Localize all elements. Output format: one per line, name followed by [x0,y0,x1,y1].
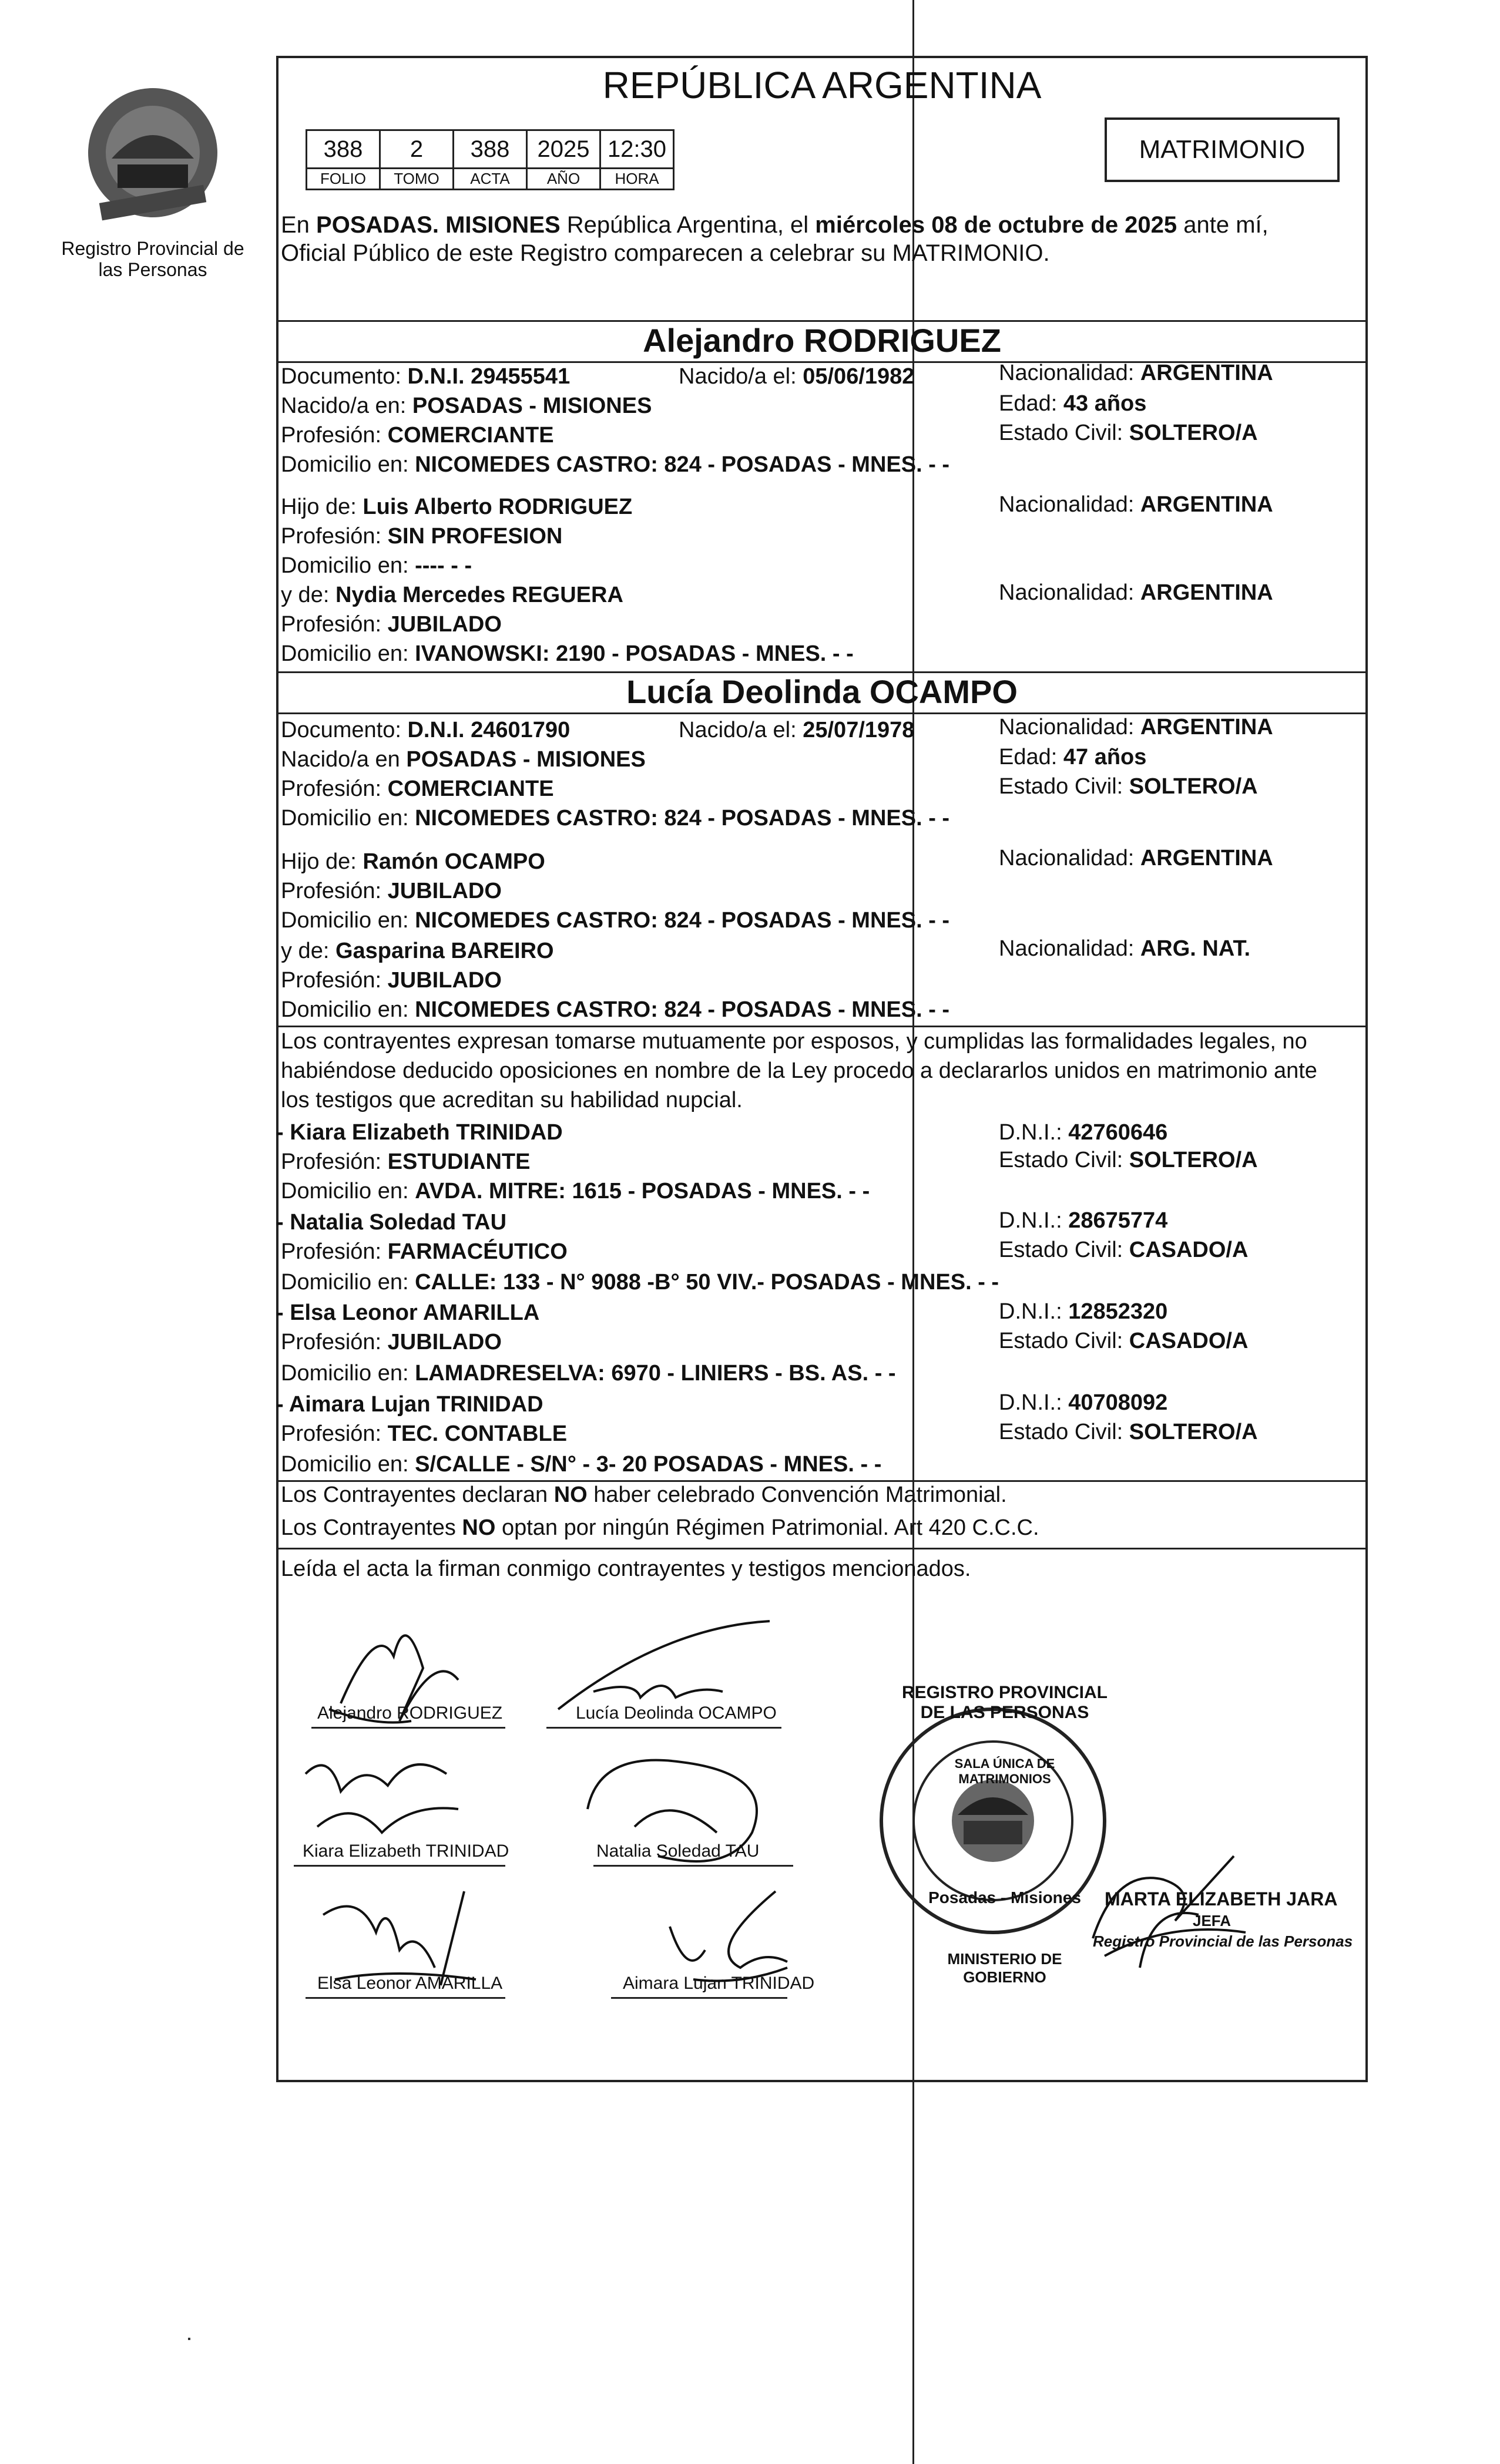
signature-label-lucia: Lucía Deolinda OCAMPO [576,1703,777,1723]
c2-doc: Documento: D.N.I. 24601790 [281,718,571,742]
c1-father-prof: Profesión: SIN PROFESION [281,524,563,549]
c1-civil: Estado Civil: SOLTERO/A [999,421,1258,445]
official-seal-stamp [870,1697,1116,1944]
witness-2-civil: Estado Civil: CASADO/A [999,1238,1249,1262]
c1-nac: Nacionalidad: ARGENTINA [999,361,1273,385]
ano-value: 2025 [527,130,600,169]
witness-4-prof: Profesión: TEC. CONTABLE [281,1421,568,1446]
witness-2-name: - Natalia Soledad TAU [276,1210,507,1235]
declaration-line-2: habiéndose deducido oposiciones en nombre de la Ley procedo a declararlos unidos en matrimonio ante [281,1058,1317,1083]
witness-3-prof: Profesión: JUBILADO [281,1330,502,1354]
signature-label-natalia: Natalia Soledad TAU [596,1841,760,1861]
c2-dom: Domicilio en: NICOMEDES CASTRO: 824 - POSADAS - MNES. - - [281,806,950,831]
c2-mother-nac: Nacionalidad: ARG. NAT. [999,936,1251,961]
acta-value: 388 [454,130,527,169]
signature-line [306,1997,505,1999]
acta-label: ACTA [454,169,527,190]
stamp-bottom-text: MINISTERIO DE GOBIERNO [947,1950,1062,1986]
c1-dom: Domicilio en: NICOMEDES CASTRO: 824 - POSADAS - MNES. - - [281,452,950,477]
divider [276,1548,1368,1549]
declaration-line-3: los testigos que acreditan su habilidad nupcial. [281,1088,743,1112]
official-title: JEFA [1193,1912,1231,1929]
witness-4-name: - Aimara Lujan TRINIDAD [276,1392,543,1417]
hora-label: HORA [600,169,674,190]
folio-value: 388 [307,130,380,169]
intro-line-2: Oficial Público de este Registro comparecen a celebrar su MATRIMONIO. [281,240,1050,266]
convention-line-1: Los Contrayentes declaran NO haber celebrado Convención Matrimonial. [281,1483,1007,1507]
divider [276,1026,1368,1027]
witness-4-dom: Domicilio en: S/CALLE - S/N° - 3- 20 POSADAS - MNES. - - [281,1452,882,1477]
signature-label-aimara: Aimara Lujan TRINIDAD [623,1974,815,1993]
witness-1-dom: Domicilio en: AVDA. MITRE: 1615 - POSADAS - MNES. - - [281,1179,870,1204]
stamp-city: Posadas - Misiones [928,1888,1081,1907]
witness-3-civil: Estado Civil: CASADO/A [999,1329,1249,1353]
c2-father: Hijo de: Ramón OCAMPO [281,849,545,874]
declaration-line-1: Los contrayentes expresan tomarse mutuamente por esposos, y cumplidas las formalidades legales, no [281,1029,1307,1054]
signature-line [593,1865,793,1867]
convention-line-2: Los Contrayentes NO optan por ningún Régimen Patrimonial. Art 420 C.C.C. [281,1515,1039,1540]
c2-born: Nacido/a el: 25/07/1978 [679,718,915,742]
stamp-inner-text: SALA ÚNICA DE MATRIMONIOS [954,1756,1055,1786]
signature-line [311,1727,505,1729]
c1-age: Edad: 43 años [999,391,1147,416]
witness-1-dni: D.N.I.: 42760646 [999,1120,1168,1145]
contrayente-2-name: Lucía Deolinda OCAMPO [626,673,1018,710]
witness-1-prof: Profesión: ESTUDIANTE [281,1149,531,1174]
c1-mother-prof: Profesión: JUBILADO [281,612,502,637]
c2-nac: Nacionalidad: ARGENTINA [999,715,1273,739]
signature-label-alejandro: Alejandro RODRIGUEZ [317,1703,503,1723]
c2-father-nac: Nacionalidad: ARGENTINA [999,846,1273,870]
official-office: Registro Provincial de las Personas [1093,1932,1353,1950]
c1-mother-dom: Domicilio en: IVANOWSKI: 2190 - POSADAS - MNES. - - [281,641,854,666]
intro-line-1: En POSADAS. MISIONES República Argentina, el miércoles 08 de octubre de 2025 ante mí, [281,212,1269,238]
witness-2-dni: D.N.I.: 28675774 [999,1208,1168,1233]
c1-prof: Profesión: COMERCIANTE [281,423,554,448]
witness-2-prof: Profesión: FARMACÉUTICO [281,1239,568,1264]
registry-logo [76,76,229,229]
ano-label: AÑO [527,169,600,190]
logo-caption: Registro Provincial de las Personas [61,238,244,280]
signature-label-kiara: Kiara Elizabeth TRINIDAD [303,1841,509,1861]
signature-line [546,1727,781,1729]
witness-3-dni: D.N.I.: 12852320 [999,1299,1168,1324]
c1-father-nac: Nacionalidad: ARGENTINA [999,492,1273,517]
c2-age: Edad: 47 años [999,745,1147,769]
c1-father-dom: Domicilio en: ---- - - [281,553,472,578]
c1-born: Nacido/a el: 05/06/1982 [679,364,915,389]
witness-3-dom: Domicilio en: LAMADRESELVA: 6970 - LINIERS - BS. AS. - - [281,1361,896,1386]
registry-table [306,129,675,190]
witness-4-civil: Estado Civil: SOLTERO/A [999,1420,1258,1444]
c2-father-dom: Domicilio en: NICOMEDES CASTRO: 824 - POSADAS - MNES. - - [281,908,950,933]
witness-1-civil: Estado Civil: SOLTERO/A [999,1148,1258,1172]
c2-civil: Estado Civil: SOLTERO/A [999,774,1258,799]
tomo-value: 2 [380,130,454,169]
witness-2-dom: Domicilio en: CALLE: 133 - N° 9088 -B° 50 VIV.- POSADAS - MNES. - - [281,1270,999,1295]
contrayente-1-name: Alejandro RODRIGUEZ [643,322,1001,359]
folio-label: FOLIO [307,169,380,190]
c1-doc: Documento: D.N.I. 29455541 [281,364,571,389]
witness-1-name: - Kiara Elizabeth TRINIDAD [276,1120,563,1145]
signature-line [611,1997,787,1999]
document-title: REPÚBLICA ARGENTINA [602,64,1042,106]
c2-father-prof: Profesión: JUBILADO [281,879,502,903]
c2-prof: Profesión: COMERCIANTE [281,776,554,801]
hora-value: 12:30 [600,130,674,169]
witness-4-dni: D.N.I.: 40708092 [999,1390,1168,1415]
c1-mother-nac: Nacionalidad: ARGENTINA [999,580,1273,605]
scan-dot [188,2338,190,2340]
closing-text: Leída el acta la firman conmigo contrayentes y testigos mencionados. [281,1557,971,1581]
c2-mother-dom: Domicilio en: NICOMEDES CASTRO: 824 - POSADAS - MNES. - - [281,997,950,1022]
official-name: MARTA ELIZABETH JARA [1105,1888,1338,1910]
c1-father: Hijo de: Luis Alberto RODRIGUEZ [281,495,633,519]
c1-mother: y de: Nydia Mercedes REGUERA [281,583,623,607]
acta-type-box: MATRIMONIO [1105,117,1340,182]
tomo-label: TOMO [380,169,454,190]
signature-label-elsa: Elsa Leonor AMARILLA [317,1974,503,1993]
c2-place: Nacido/a en POSADAS - MISIONES [281,747,646,772]
c1-place: Nacido/a en: POSADAS - MISIONES [281,394,652,418]
witness-3-name: - Elsa Leonor AMARILLA [276,1300,540,1325]
stamp-ring-text: REGISTRO PROVINCIAL DE LAS PERSONAS [901,1683,1108,1722]
signature-line [294,1865,505,1867]
signature-kiara [294,1739,482,1856]
c2-mother-prof: Profesión: JUBILADO [281,968,502,993]
c2-mother: y de: Gasparina BAREIRO [281,939,554,963]
